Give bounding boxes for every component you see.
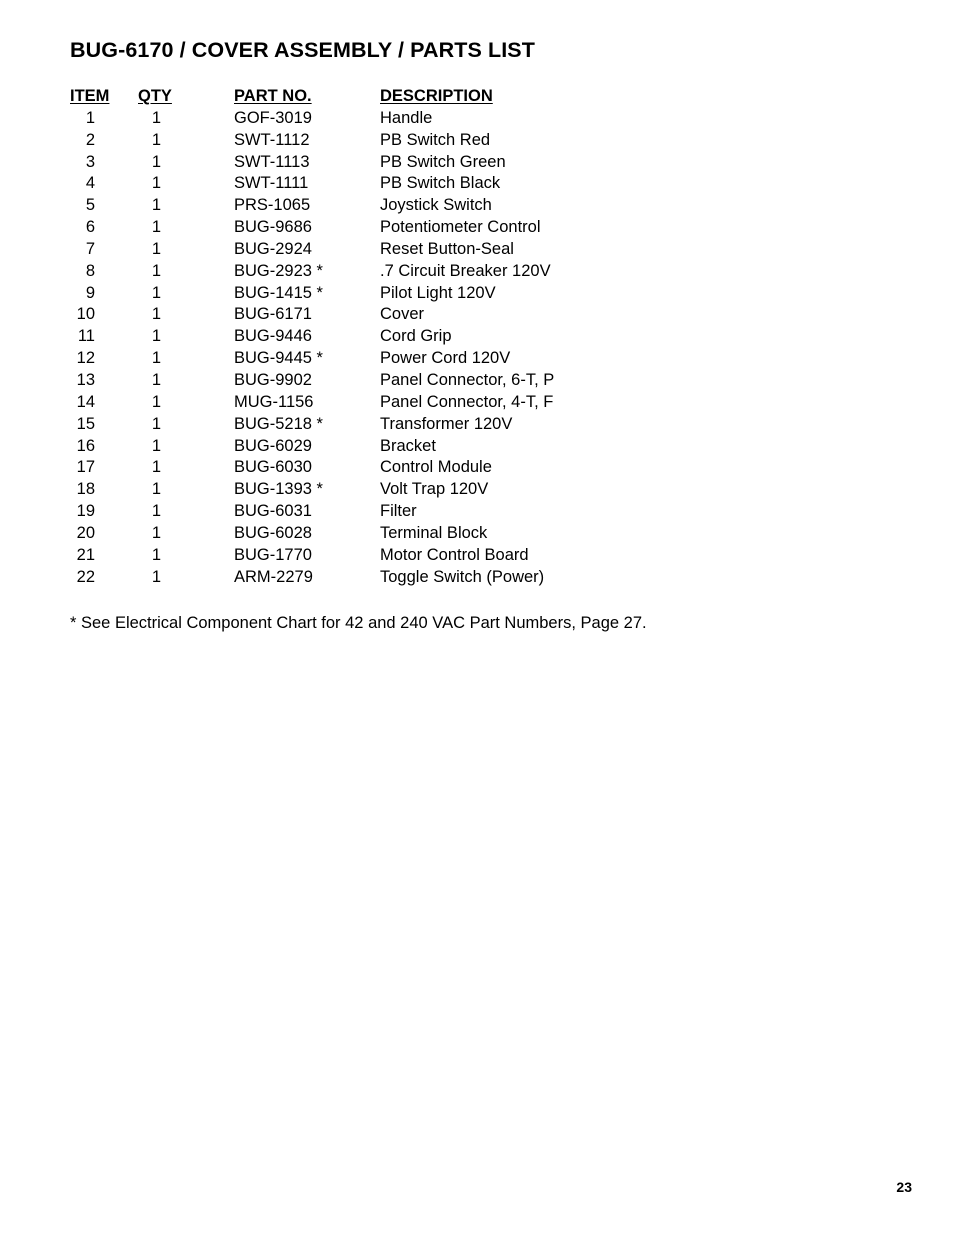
qty-cell: 1 [151,414,161,433]
part-number-cell: BUG-9446 [234,327,312,346]
part-number-cell: ARM-2279 [234,567,313,586]
description-cell: Volt Trap 120V [380,480,489,499]
qty-cell: 1 [151,392,161,411]
item-cell: 20 [76,523,95,542]
description-cell: .7 Circuit Breaker 120V [380,261,551,280]
part-number-cell: BUG-1415 * [234,283,323,302]
description-cell: PB Switch Red [380,130,491,149]
item-cell: 7 [85,239,95,258]
item-cell: 21 [76,545,95,564]
header-item: ITEM [70,87,110,105]
item-cell: 4 [85,174,95,193]
qty-cell: 1 [151,567,161,586]
item-cell: 2 [85,130,95,149]
item-cell: 16 [76,436,95,455]
description-cell: Toggle Switch (Power) [380,567,545,586]
description-cell: Power Cord 120V [380,349,511,368]
part-number-cell: SWT-1111 [234,174,309,193]
description-cell: Reset Button-Seal [380,239,514,258]
description-cell: PB Switch Black [380,174,501,193]
part-number-cell: BUG-9902 [234,370,312,389]
item-cell: 6 [85,218,95,237]
qty-cell: 1 [151,174,161,193]
part-number-cell: BUG-6028 [234,523,312,542]
description-cell: Cover [380,305,425,324]
page-number: 23 [896,1179,912,1195]
qty-cell: 1 [151,370,161,389]
description-cell: Panel Connector, 4-T, F [380,392,554,411]
qty-cell: 1 [151,108,161,127]
description-cell: Potentiometer Control [380,218,541,237]
qty-cell: 1 [151,152,161,171]
qty-cell: 1 [151,502,161,521]
qty-cell: 1 [151,523,161,542]
part-number-cell: BUG-6031 [234,502,312,521]
part-number-cell: BUG-2924 [234,239,312,258]
qty-cell: 1 [151,327,161,346]
description-cell: Filter [380,502,417,521]
part-number-cell: BUG-6171 [234,305,312,324]
description-cell: Motor Control Board [380,545,529,564]
part-number-cell: BUG-1393 * [234,480,323,499]
header-description: DESCRIPTION [380,87,493,105]
qty-cell: 1 [151,196,161,215]
part-number-cell: GOF-3019 [234,108,312,127]
qty-cell: 1 [151,436,161,455]
description-cell: Transformer 120V [380,414,513,433]
description-cell: Handle [380,108,433,127]
item-cell: 17 [76,458,95,477]
item-cell: 10 [76,305,95,324]
part-number-cell: BUG-9445 * [234,349,323,368]
item-cell: 5 [85,196,95,215]
item-cell: 19 [76,502,95,521]
description-cell: Pilot Light 120V [380,283,496,302]
qty-cell: 1 [151,458,161,477]
qty-cell: 1 [151,239,161,258]
item-cell: 15 [76,414,95,433]
item-cell: 11 [77,327,95,346]
qty-cell: 1 [151,305,161,324]
item-cell: 8 [85,261,95,280]
footnote: * See Electrical Component Chart for 42 and 240 VAC Part Numbers, Page 27. [70,614,647,632]
qty-cell: 1 [151,218,161,237]
part-number-cell: BUG-2923 * [234,261,323,280]
description-cell: PB Switch Green [380,152,506,171]
page-title: BUG-6170 / COVER ASSEMBLY / PARTS LIST [70,38,535,62]
qty-cell: 1 [151,349,161,368]
item-cell: 3 [85,152,95,171]
qty-cell: 1 [151,130,161,149]
item-cell: 18 [76,480,95,499]
part-number-cell: MUG-1156 [234,392,314,411]
part-number-cell: BUG-6030 [234,458,312,477]
header-qty: QTY [138,87,172,105]
qty-cell: 1 [151,283,161,302]
description-cell: Cord Grip [380,327,452,346]
item-cell: 13 [76,370,95,389]
part-number-cell: PRS-1065 [234,196,311,215]
part-number-cell: BUG-6029 [234,436,312,455]
part-number-cell: SWT-1113 [234,152,310,171]
item-cell: 14 [76,392,95,411]
item-cell: 22 [76,567,95,586]
part-number-cell: SWT-1112 [234,130,310,149]
item-cell: 1 [85,108,95,127]
part-number-cell: BUG-9686 [234,218,312,237]
qty-cell: 1 [151,480,161,499]
item-cell: 12 [76,349,95,368]
description-cell: Bracket [380,436,436,455]
header-part-no: PART NO. [234,87,312,105]
description-cell: Joystick Switch [380,196,492,215]
description-cell: Terminal Block [380,523,488,542]
item-cell: 9 [85,283,95,302]
description-cell: Panel Connector, 6-T, P [380,370,555,389]
part-number-cell: BUG-5218 * [234,414,323,433]
qty-cell: 1 [151,545,161,564]
qty-cell: 1 [151,261,161,280]
part-number-cell: BUG-1770 [234,545,312,564]
description-cell: Control Module [380,458,492,477]
